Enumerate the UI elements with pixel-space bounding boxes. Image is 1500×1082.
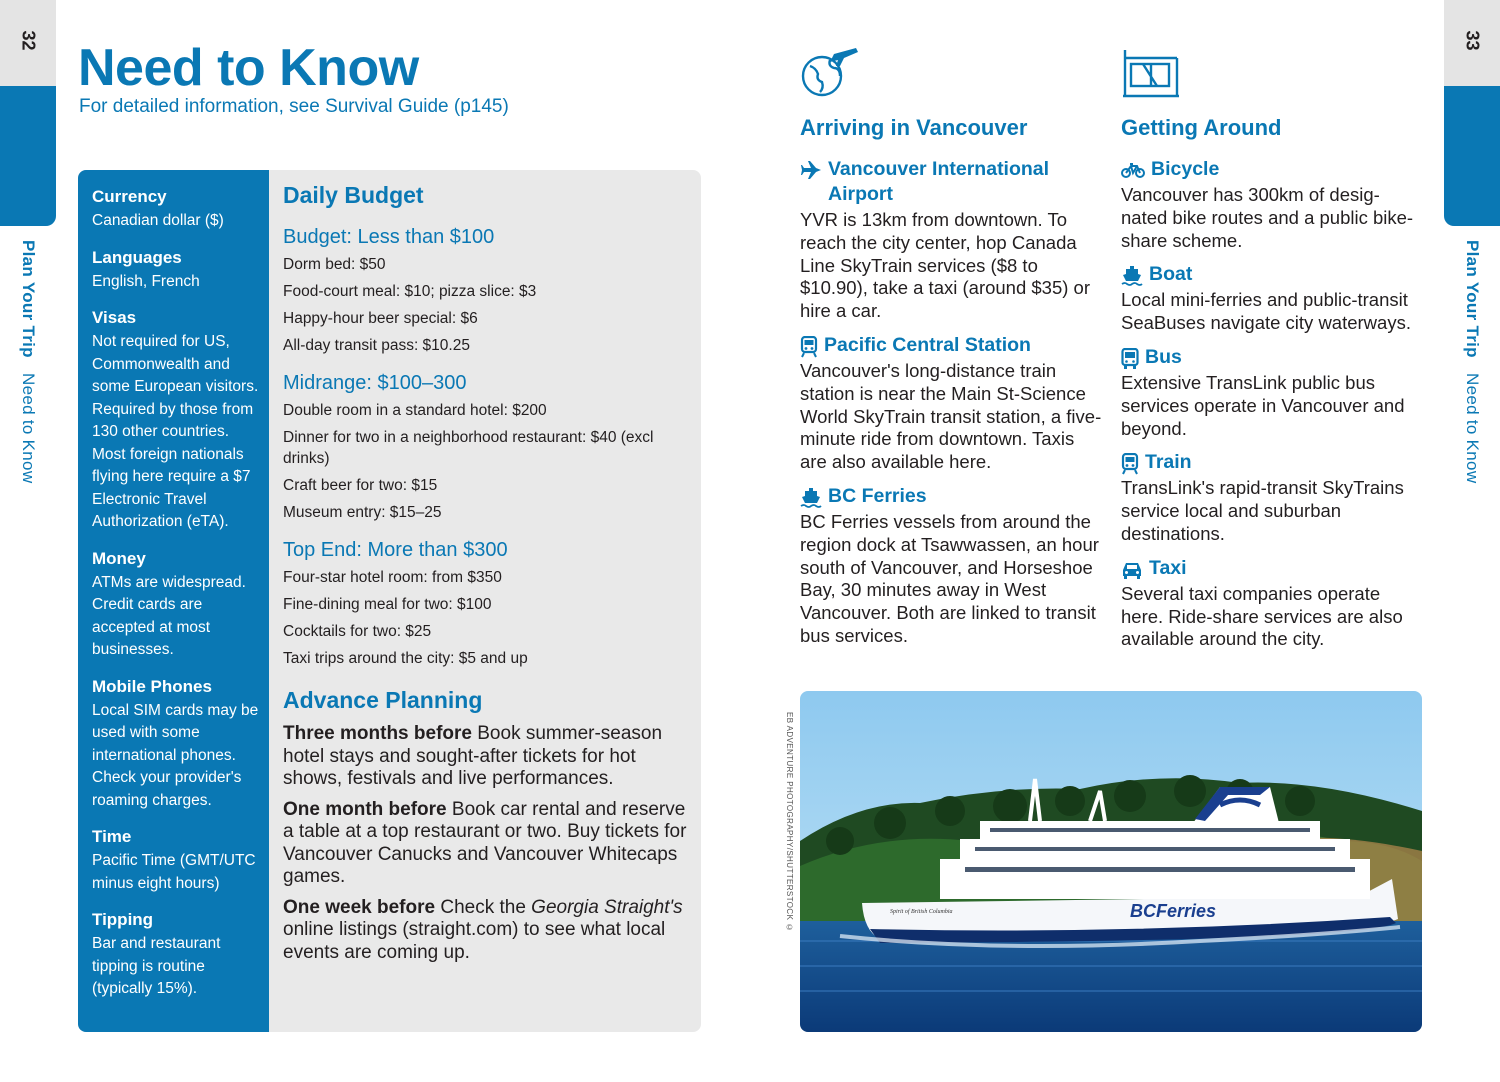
budget-item: Fine-dining meal for two: $100 [283,596,492,613]
page-number: 32 [18,30,39,51]
section-tab [0,86,56,226]
transit-shelter-icon [1121,44,1181,100]
fact-tipping [92,907,259,1001]
planning-lead: One week before [283,896,436,918]
mode-heading [1121,556,1426,581]
mode-heading-label: Train [1145,451,1192,474]
mode-heading-label: Taxi [1149,556,1187,579]
budget-tier-heading: Midrange: $100–300 [283,372,467,394]
taxi-icon [1121,559,1143,579]
getting-around-column [1121,44,1426,661]
fact-title: Mobile Phones [92,676,212,696]
arriving-column [800,44,1105,658]
key-facts-panel [78,170,269,1032]
fact-text: Local SIM cards may be used with some international phones. Check your provider's roaming charges. [92,701,259,809]
fact-currency [92,184,259,233]
budget-item: Double room in a standard hotel: $200 [283,402,547,419]
mode-heading-label: Pacific Central Station [824,333,1031,356]
fact-text: Not required for US, Commonwealth and some European visitors. Required by those from 130 other countries. Most foreign nationals flying here require a $7 Electronic Travel Authorization (eTA). [92,333,259,530]
budget-title: Daily Budget [283,182,424,208]
mode-heading [800,157,1105,207]
budget-item: Happy-hour beer special: $6 [283,310,478,327]
mode-text: Extensive TransLink public bus services operate in Vancouver and beyond. [1121,371,1405,439]
ferry-icon [800,487,822,509]
fact-text: Bar and restaurant tipping is routine (typically 15%). [92,935,221,997]
bus-icon [1121,348,1139,370]
budget-tier-heading: Budget: Less than $100 [283,226,495,248]
bicycle-icon [1121,160,1145,180]
running-head [18,240,38,483]
getting-around-title: Getting Around [1121,115,1282,140]
mode-text: Vancouver has 300km of desig-nated bike routes and a public bike-share scheme. [1121,184,1414,251]
ferry-illustration [800,691,1422,1032]
page-subtitle: For detailed information, see Survival Guide (p145) [79,96,509,117]
budget-item: Cocktails for two: $25 [283,623,432,640]
globe-plane-icon [800,44,860,100]
mode-text: Several taxi companies operate here. Ride-share services are also available around the city. [1121,582,1403,650]
running-head [1462,240,1482,483]
boat-icon [1121,265,1143,287]
fact-title: Time [92,827,132,846]
planning-title: Advance Planning [283,687,483,713]
fact-languages [92,245,259,294]
budget-item: All-day transit pass: $10.25 [283,337,470,354]
page-number-box [1444,0,1500,86]
fact-text: English, French [92,272,200,290]
arriving-title: Arriving in Vancouver [800,115,1028,140]
budget-tier-heading: Top End: More than $300 [283,539,508,561]
planning-text: Book car rental and reserve a table at a top restaurant or two. Buy tickets for Vancouver Canucks and Vancouver Whitecaps games. [283,798,687,887]
planning-item [283,897,687,965]
plane-icon [800,160,822,180]
mode-heading-label: Vancouver International Airport [828,158,1050,205]
planning-italic: Georgia Straight's [531,896,683,918]
running-head-page: Need to Know [19,372,38,484]
right-page-edge [1444,0,1500,1082]
ship-brand: BCFerries [1130,901,1217,921]
planning-lead: One month before [283,798,447,820]
mode-text: YVR is 13km from downtown. To reach the city center, hop Canada Line SkyTrain services ($8 to $10.90), take a taxi (around $35) or hire a car. [800,209,1091,322]
planning-text: online listings (straight.com) to see what local events are coming up. [283,919,666,963]
photo-credit: EB ADVENTURE PHOTOGRAPHY/SHUTTERSTOCK © [785,712,794,933]
mode-heading [800,333,1105,358]
fact-title: Languages [92,247,182,267]
fact-title: Tipping [92,910,154,929]
mode-heading [1121,450,1426,475]
mode-heading-label: BC Ferries [828,484,927,507]
budget-item: Taxi trips around the city: $5 and up [283,650,528,667]
train-icon [800,336,818,358]
mode-heading [1121,157,1426,182]
fact-title: Visas [92,308,137,327]
mode-heading [800,484,1105,509]
budget-item: Craft beer for two: $15 [283,477,438,494]
running-head-page: Need to Know [1463,372,1482,484]
fact-time [92,824,259,895]
ferry-photo [800,691,1422,1032]
mode-heading-label: Boat [1149,263,1193,286]
fact-text: ATMs are widespread. Credit cards are accepted at most businesses. [92,573,246,658]
planning-item [283,799,687,889]
budget-item: Museum entry: $15–25 [283,504,442,521]
fact-title: Money [92,548,146,568]
planning-item [283,723,687,791]
mode-text: Local mini-ferries and public-transit SeaBuses navigate city waterways. [1121,289,1411,334]
planning-text: Book summer-season hotel stays and sought-after tickets for hot shows, festivals and live performances. [283,723,663,789]
mode-text: TransLink's rapid-transit SkyTrains service local and suburban destinations. [1121,477,1404,544]
page-title: Need to Know [78,39,419,97]
mode-text: Vancouver's long-distance train station is near the Main St-Science World SkyTrain transit station, a five-minute ride from downtown. Taxis are also available here. [800,359,1102,473]
planning-text: Check the [435,896,532,918]
budget-item: Food-court meal: $10; pizza slice: $3 [283,283,537,300]
fact-title: Currency [92,187,167,206]
section-tab [1444,86,1500,226]
budget-item: Dorm bed: $50 [283,256,386,273]
page-number-box [0,0,56,86]
running-head-section: Plan Your Trip [1463,240,1482,358]
fact-text: Canadian dollar ($) [92,212,224,229]
mode-heading [1121,262,1426,287]
left-page-edge [0,0,56,1082]
mode-heading-label: Bus [1145,345,1182,368]
planning-lead: Three months before [283,723,472,744]
mode-heading-label: Bicycle [1151,158,1220,180]
fact-money [92,546,259,662]
budget-item: Dinner for two in a neighborhood restaurant: $40 (excl drinks) [283,429,654,467]
mode-heading [1121,345,1426,370]
fact-mobile-phones [92,674,259,813]
budget-item: Four-star hotel room: from $350 [283,569,502,586]
mode-text: BC Ferries vessels from around the region dock at Tsawwassen, an hour south of Vancouver, and Horseshoe Bay, 30 minutes away in West Vancouver. Both are linked to transit bus services. [800,510,1099,646]
running-head-section: Plan Your Trip [19,240,38,358]
page-number: 33 [1462,30,1483,51]
fact-visas [92,305,259,534]
budget-panel [269,170,701,1032]
train-icon [1121,453,1139,475]
fact-text: Pacific Time (GMT/UTC minus eight hours) [92,852,256,892]
ship-name: Spirit of British Columbia [890,909,953,915]
